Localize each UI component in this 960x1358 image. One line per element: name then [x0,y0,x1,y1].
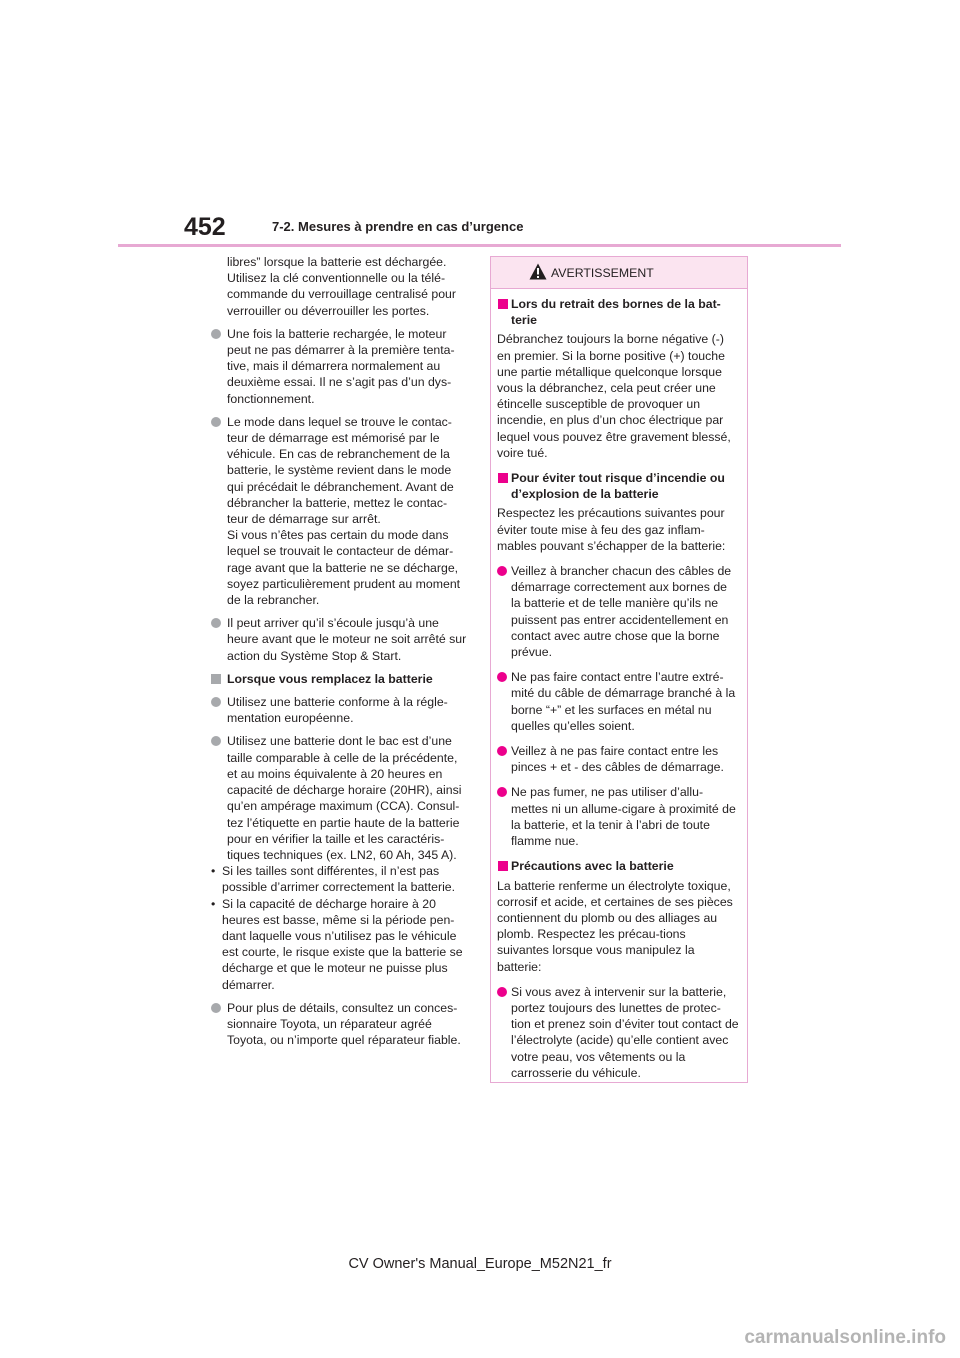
bullet-dot-icon [497,672,507,682]
bullet-text: Si vous avez à intervenir sur la batterie, portez toujours des lunettes de protec-tion et prenez soin d’éviter tout contact de l’électrolyte (acide) qu’elle contient avec votre peau, vos vêtements ou la carrosserie du véhicule. [511,984,739,1080]
heading-text: Lorsque vous remplacez la batterie [227,671,433,686]
list-item [210,414,468,608]
warning-box [490,256,748,1083]
bullet-dot-icon [211,1003,221,1013]
subsection-heading [210,671,468,687]
left-column [210,254,468,1055]
sub-item [210,863,468,895]
bullet-dot-icon [211,618,221,628]
heading-text: Lors du retrait des bornes de la bat-terie [511,297,721,328]
section-title: 7-2. Mesures à prendre en cas d’urgence [272,219,524,234]
square-bullet-icon [498,861,508,871]
list-item [497,563,739,660]
small-bullet-icon: • [211,896,216,911]
bullet-text: Ne pas fumer, ne pas utiliser d’allu-mettes ni un allume-cigare à proximité de la batterie, et la tenir à l’abri de toute flamme nue. [511,785,736,849]
sub-item-text: Si les tailles sont différentes, il n’est pas possible d’arrimer correctement la batterie. [222,864,456,895]
list-item [210,1000,468,1049]
bullet-dot-icon [497,787,507,797]
watermark[interactable]: carmanualsonline.info [744,1327,946,1348]
bullet-text: Utilisez une batterie conforme à la régle-mentation européenne. [227,695,448,726]
heading-text: Pour éviter tout risque d’incendie ou d’explosion de la batterie [511,471,725,502]
warning-paragraph: La batterie renferme un électrolyte toxique, corrosif et acide, et certaines de ses pièces contiennent du plomb ou des alliages au plomb. Respectez les précau-tions suivantes lorsque vous manipulez la batterie: [497,878,733,974]
list-item [497,784,739,849]
page-number: 452 [184,213,226,241]
warning-section-heading [497,858,739,874]
square-bullet-icon [498,299,508,309]
warning-title: AVERTISSEMENT [551,266,654,280]
bullet-dot-icon [211,697,221,707]
bullet-text: Il peut arriver qu’il s’écoule jusqu’à une heure avant que le moteur ne soit arrêté sur action du Système Stop & Start. [227,616,467,663]
bullet-text: Veillez à brancher chacun des câbles de démarrage correctement aux bornes de la batterie et de telle manière qu’ils ne puissent pas entrer accidentellement en contact avec autre chose que la borne prévue. [511,564,732,660]
warning-section-heading [497,296,739,328]
bullet-dot-icon [211,417,221,427]
bullet-text: Ne pas faire contact entre l’autre extré-mité du câble de démarrage branché à la borne “+” et les surfaces en métal nu quelles qu’elles soient. [511,670,736,733]
sub-item-text: Si la capacité de décharge horaire à 20 heures est basse, même si la période pen-dant laquelle vous n’utilisez pas le véhicule est courte, le risque existe que la batterie se décharge et que le moteur ne puisse plus démarrer. [222,896,463,992]
bullet-text-extra: Si vous n’êtes pas certain du mode dans lequel se trouvait le contacteur de démar-rage avant que la batterie ne se décharge, soyez particulièrement prudent au moment de la rebrancher. [227,528,461,608]
bullet-dot-icon [497,566,507,576]
bullet-text: Veillez à ne pas faire contact entre les pinces + et - des câbles de démarrage. [511,744,724,775]
list-item [497,669,739,734]
warning-section-heading [497,470,739,502]
list-item [210,326,468,407]
warning-paragraph: Respectez les précautions suivantes pour éviter toute mise à feu des gaz inflam-mables pouvant s’échapper de la batterie: [497,506,726,553]
sub-list [210,863,468,993]
list-item [497,743,739,775]
footer-manual-name: CV Owner's Manual_Europe_M52N21_fr [348,1256,612,1272]
bullet-text: Le mode dans lequel se trouve le contac-teur de démarrage est mémorisé par le véhicule. En cas de rebranchement de la batterie, le système revient dans le mode qui précédait le débranchement. Avant de débrancher la batterie, mettez le contac-teur de démarrage sur arrêt. [227,414,454,527]
bullet-dot-icon [497,746,507,756]
square-bullet-icon [211,674,221,684]
list-item [210,615,468,664]
bullet-text: Utilisez une batterie dont le bac est d’une taille comparable à celle de la précédente, et au moins équivalente à 20 heures en capacité de décharge horaire (20HR), ainsi qu’en ampérage maximum (CCA). Consul-tez l’étiquette en partie haute de la batterie pour en vérifier la taille et les caractéris-tiques techniques (ex. LN2, 60 Ah, 345 A). [227,734,462,862]
square-bullet-icon [498,473,508,483]
bullet-dot-icon [211,736,221,746]
list-item [497,984,739,1081]
small-bullet-icon: • [211,864,216,879]
heading-text: Précautions avec la batterie [511,859,674,874]
bullet-text: Pour plus de détails, consultez un conces-sionnaire Toyota, un réparateur agréé Toyota, ou n’importe quel réparateur fiable. [227,1000,461,1048]
continuation-paragraph: libres” lorsque la batterie est déchargée. Utilisez la clé conventionnelle ou la télé-commande du verrouillage centralisé pour verrouiller ou déverrouiller les portes. [227,255,456,318]
list-item [210,733,468,863]
warning-paragraph: Débranchez toujours la borne négative (-) en premier. Si la borne positive (+) touche une partie métallique quelconque lorsque vous la débranchez, cela peut créer une étincelle susceptible de provoquer un incendie, en plus d’un choc électrique par lequel vous pouvez être gravement blessé, voire tué. [497,332,731,460]
bullet-text: Une fois la batterie rechargée, le moteur peut ne pas démarrer à la première tenta-tive, mais il démarrera normalement au deuxième essai. Il ne s’agit pas d’un dys-fonctionnement. [227,326,455,406]
list-item [210,694,468,726]
warning-header [491,257,747,289]
bullet-dot-icon [497,987,507,997]
sub-item [210,896,468,993]
header-rule [118,244,841,247]
bullet-dot-icon [211,329,221,339]
warning-body [491,289,747,1081]
warning-triangle-icon [529,263,547,280]
